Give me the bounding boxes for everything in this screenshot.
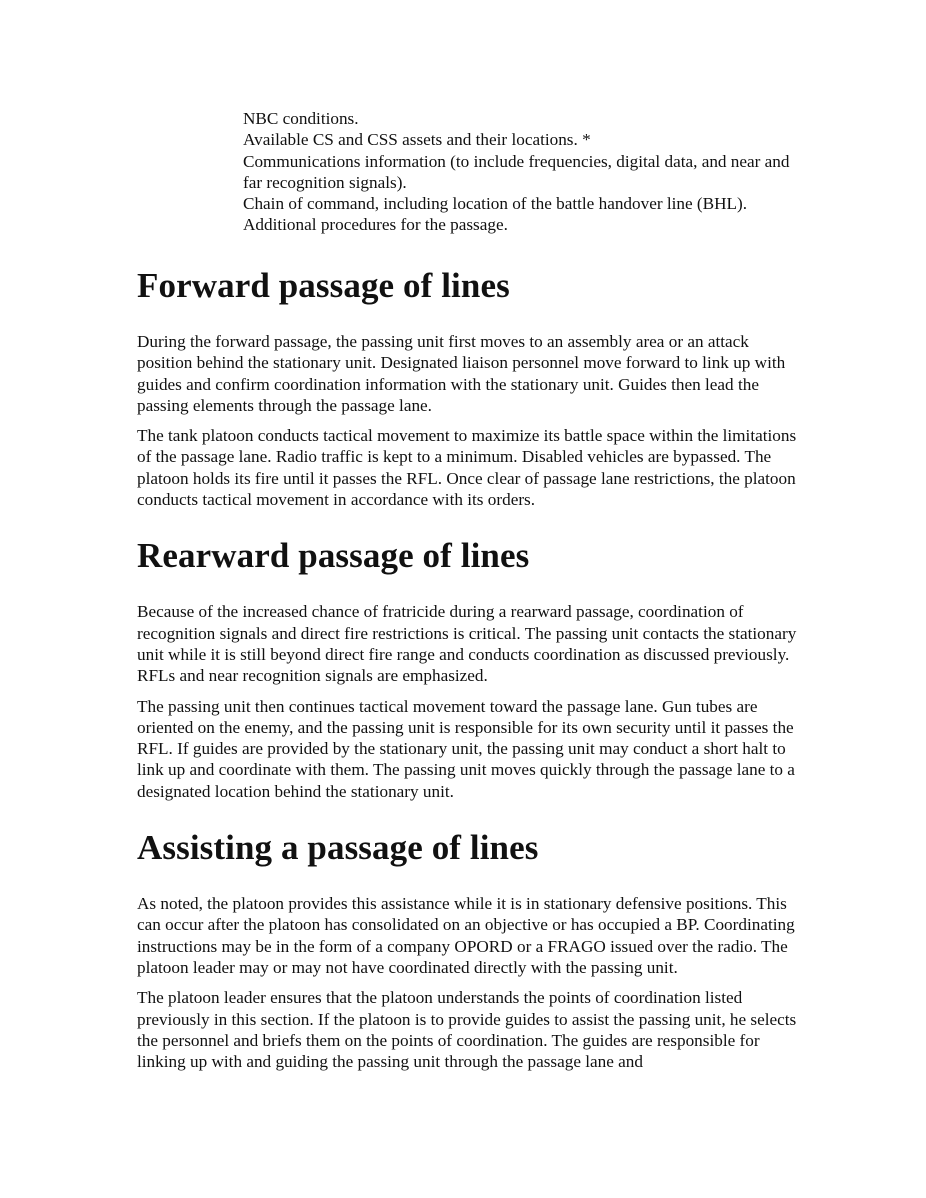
paragraph: The passing unit then continues tactical movement toward the passage lane. Gun tubes are oriented on the enemy, and the passing unit is responsible for its own security until it passes the RFL. If guides are provided by the stationary unit, the passing unit may conduct a short halt to link up and coordinate with them. The passing unit moves quickly through the passage lane to a designated location behind the stationary unit. xyxy=(137,696,795,801)
list-item: Chain of command, including location of the battle handover line (BHL). xyxy=(243,194,748,214)
section-heading-assisting-passage: Assisting a passage of lines xyxy=(137,828,539,868)
section-heading-forward-passage: Forward passage of lines xyxy=(137,266,510,305)
section-heading-rearward-passage: Rearward passage of lines xyxy=(137,536,530,576)
list-item: NBC conditions. xyxy=(243,109,359,128)
list-item: Additional procedures for the passage. xyxy=(243,215,508,235)
paragraph: The tank platoon conducts tactical movement to maximize its battle space within the limitations of the passage lane. Radio traffic is kept to a minimum. Disabled vehicles are bypassed. The platoon holds its fire until it passes the RFL. Once clear of passage lane restrictions, the platoon conducts tactical movement in accordance with its orders. xyxy=(137,426,797,510)
paragraph: As noted, the platoon provides this assistance while it is in stationary defensive positions. This can occur after the platoon has consolidated on an objective or has occupied a BP. Coordinating instructions may be in the form of a company OPORD or a FRAGO issued over the radio. The platoon leader may or may not have coordinated directly with the passing unit. xyxy=(137,894,795,977)
list-item: Available CS and CSS assets and their locations. * xyxy=(243,130,591,150)
list-item: Communications information (to include frequencies, digital data, and near and far recognition signals). xyxy=(243,151,790,192)
paragraph: During the forward passage, the passing unit first moves to an assembly area or an attack position behind the stationary unit. Designated liaison personnel move forward to link up with guides and confirm coordination information with the stationary unit. Guides then lead the passing elements through the passage lane. xyxy=(137,332,786,415)
main-content xyxy=(137,264,807,1072)
coordination-items-list xyxy=(243,108,803,236)
paragraph: Because of the increased chance of fratricide during a rearward passage, coordination of recognition signals and direct fire restrictions is critical. The passing unit contacts the stationary unit while it is still beyond direct fire range and conducts coordination as discussed previously. RFLs and near recognition signals are emphasized. xyxy=(137,602,797,686)
paragraph: The platoon leader ensures that the platoon understands the points of coordination listed previously in this section. If the platoon is to provide guides to assist the passing unit, he selects the personnel and briefs them on the points of coordination. The guides are responsible for linking up with and guiding the passing unit through the passage lane and xyxy=(137,988,797,1072)
